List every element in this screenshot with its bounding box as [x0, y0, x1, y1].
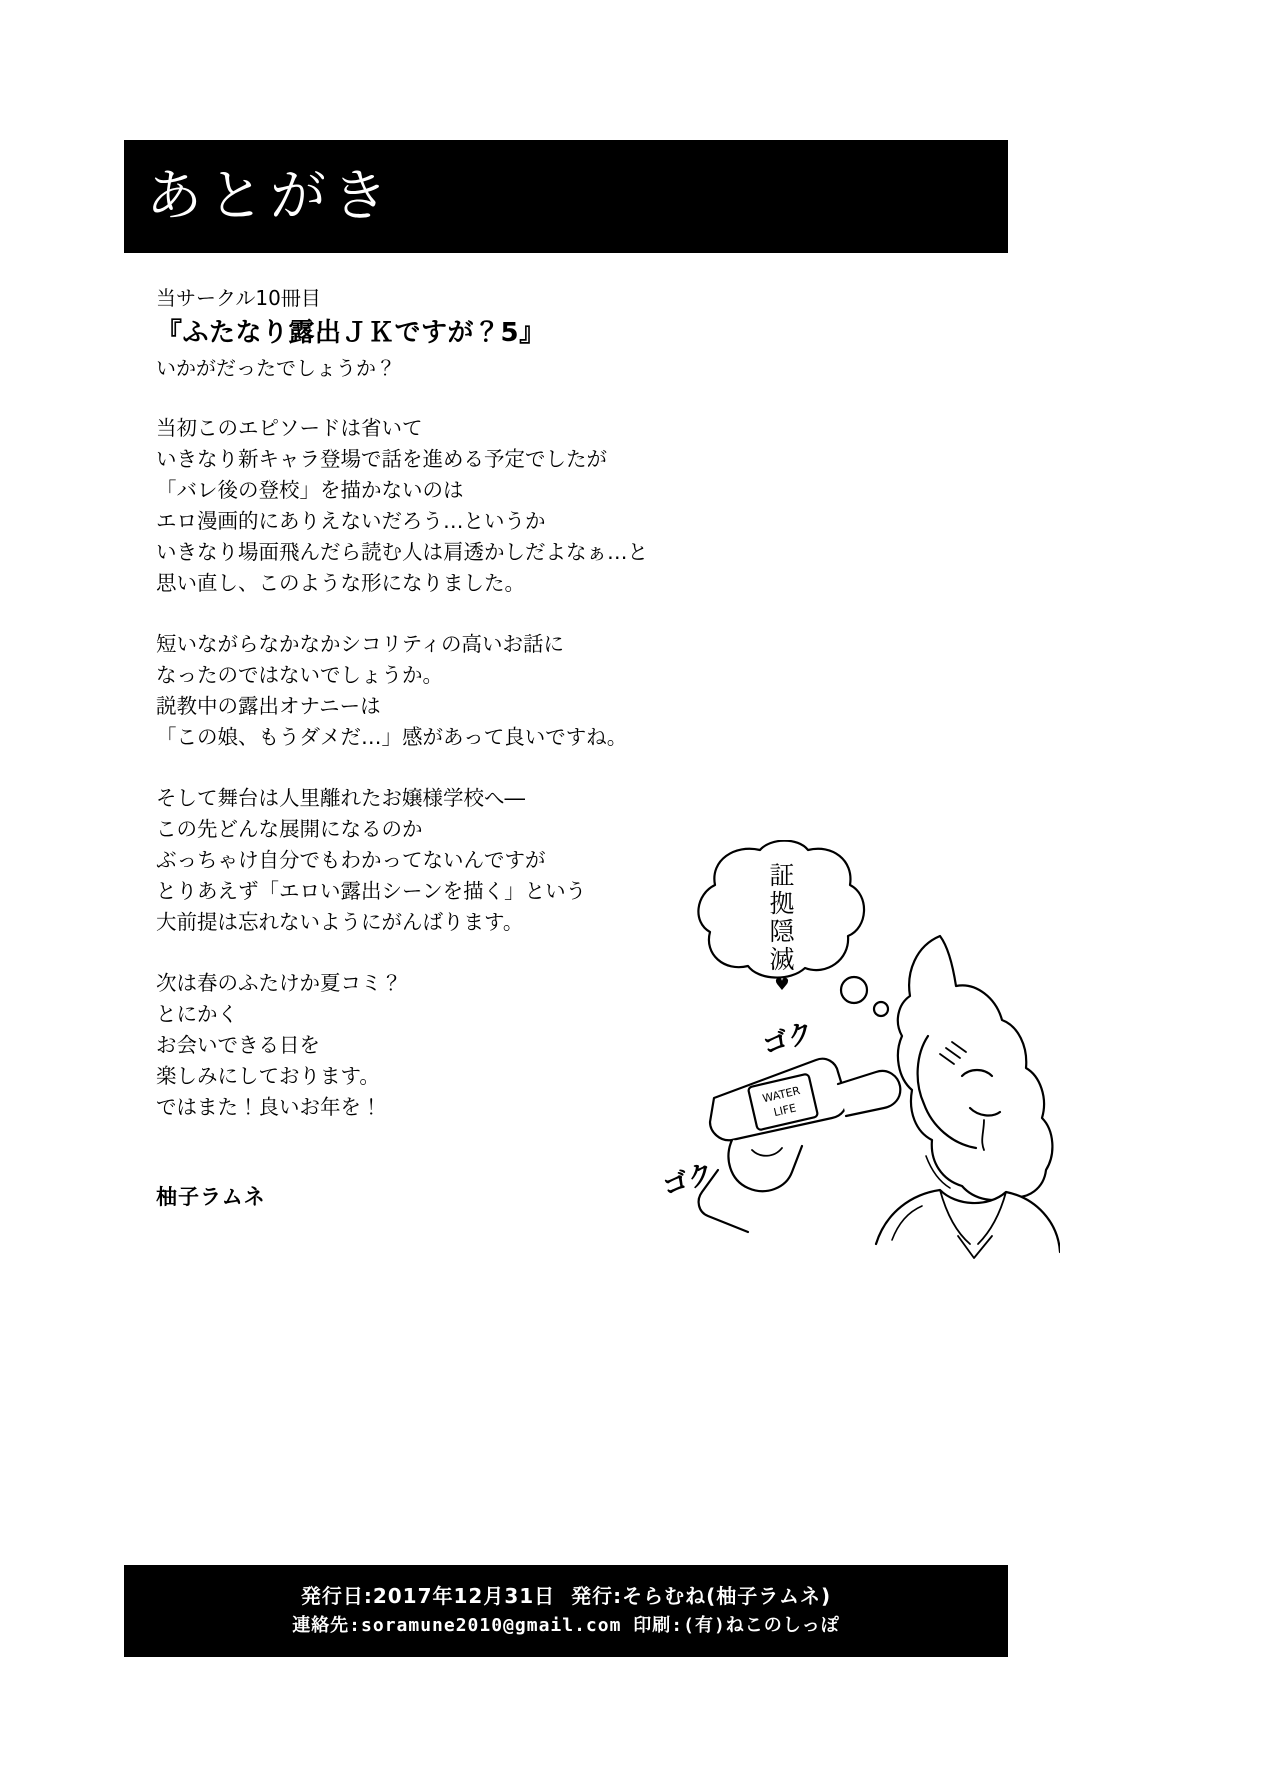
spacer [156, 753, 776, 783]
colophon-line-2: 連絡先:soramune2010@gmail.com 印刷:(有)ねこのしっぽ [292, 1615, 840, 1636]
paragraph-2-line-1: 短いながらなかなかシコリティの高いお話に [156, 632, 564, 656]
svg-text:WATER: WATER [761, 1084, 802, 1106]
spacer [156, 383, 776, 413]
paragraph-4-line-3: お会いできる日を [156, 1033, 320, 1057]
paragraph-3-line-4: とりあえず「エロい露出シーンを描く」という [156, 879, 587, 903]
paragraph-4-line-2: とにかく [156, 1002, 238, 1026]
bubble-char-1: 証 [769, 861, 795, 890]
colophon-line-1: 発行日:2017年12月31日 発行:そらむね(柚子ラムネ) [300, 1584, 832, 1608]
paragraph-1-line-3: 「バレ後の登校」を描かないのは [156, 478, 464, 502]
bubble-char-2: 拠 [769, 889, 795, 918]
sfx-1: ゴク [758, 1017, 818, 1062]
svg-text:LIFE: LIFE [772, 1101, 798, 1120]
paragraph-3-line-3: ぶっちゃけ自分でもわかってないんですが [156, 848, 546, 872]
bubble-char-4: 滅 [769, 945, 795, 974]
afterword-illustration [640, 840, 1060, 1310]
paragraph-1-line-1: 当初このエピソードは省いて [156, 416, 423, 440]
bubble-char-3: 隠 [769, 917, 795, 946]
paragraph-2-line-3: 説教中の露出オナニーは [156, 694, 381, 718]
paragraph-1-line-6: 思い直し、このような形になりました。 [156, 571, 525, 595]
paragraph-1-line-4: エロ漫画的にありえないだろう…というか [156, 509, 546, 533]
page-title: あとがき [146, 163, 394, 229]
paragraph-1-line-2: いきなり新キャラ登場で話を進める予定でしたが [156, 447, 607, 471]
afterword-title-banner [124, 140, 1008, 253]
paragraph-2 [156, 629, 776, 753]
paragraph-1-line-5: いきなり場面飛んだら読む人は肩透かしだよなぁ…と [156, 540, 648, 564]
paragraph-3-line-1: そして舞台は人里離れたお嬢様学校へ― [156, 786, 525, 810]
intro-line-3: いかがだったでしょうか？ [156, 356, 396, 380]
spacer [156, 599, 776, 629]
colophon-banner [124, 1565, 1008, 1657]
paragraph-3-line-2: この先どんな展開になるのか [156, 817, 423, 841]
sfx-2: ゴク [658, 1158, 718, 1203]
paragraph-3-line-5: 大前提は忘れないようにがんばります。 [156, 910, 524, 934]
paragraph-2-line-4: 「この娘、もうダメだ…」感があって良いですね。 [156, 725, 628, 749]
intro-line-1: 当サークル10冊目 [156, 286, 321, 310]
paragraph-4-line-5: ではまた！良いお年を！ [156, 1095, 382, 1119]
book-title: 『ふたなり露出ＪＫですが？5』 [156, 318, 546, 348]
paragraph-1 [156, 413, 776, 599]
author-signature: 柚子ラムネ [156, 1186, 266, 1209]
paragraph-4-line-4: 楽しみにしております。 [156, 1064, 380, 1088]
paragraph-2-line-2: なったのではないでしょうか。 [156, 663, 443, 687]
bubble-heart: ♥ [774, 975, 790, 995]
paragraph-4-line-1: 次は春のふたけか夏コミ？ [156, 971, 402, 995]
